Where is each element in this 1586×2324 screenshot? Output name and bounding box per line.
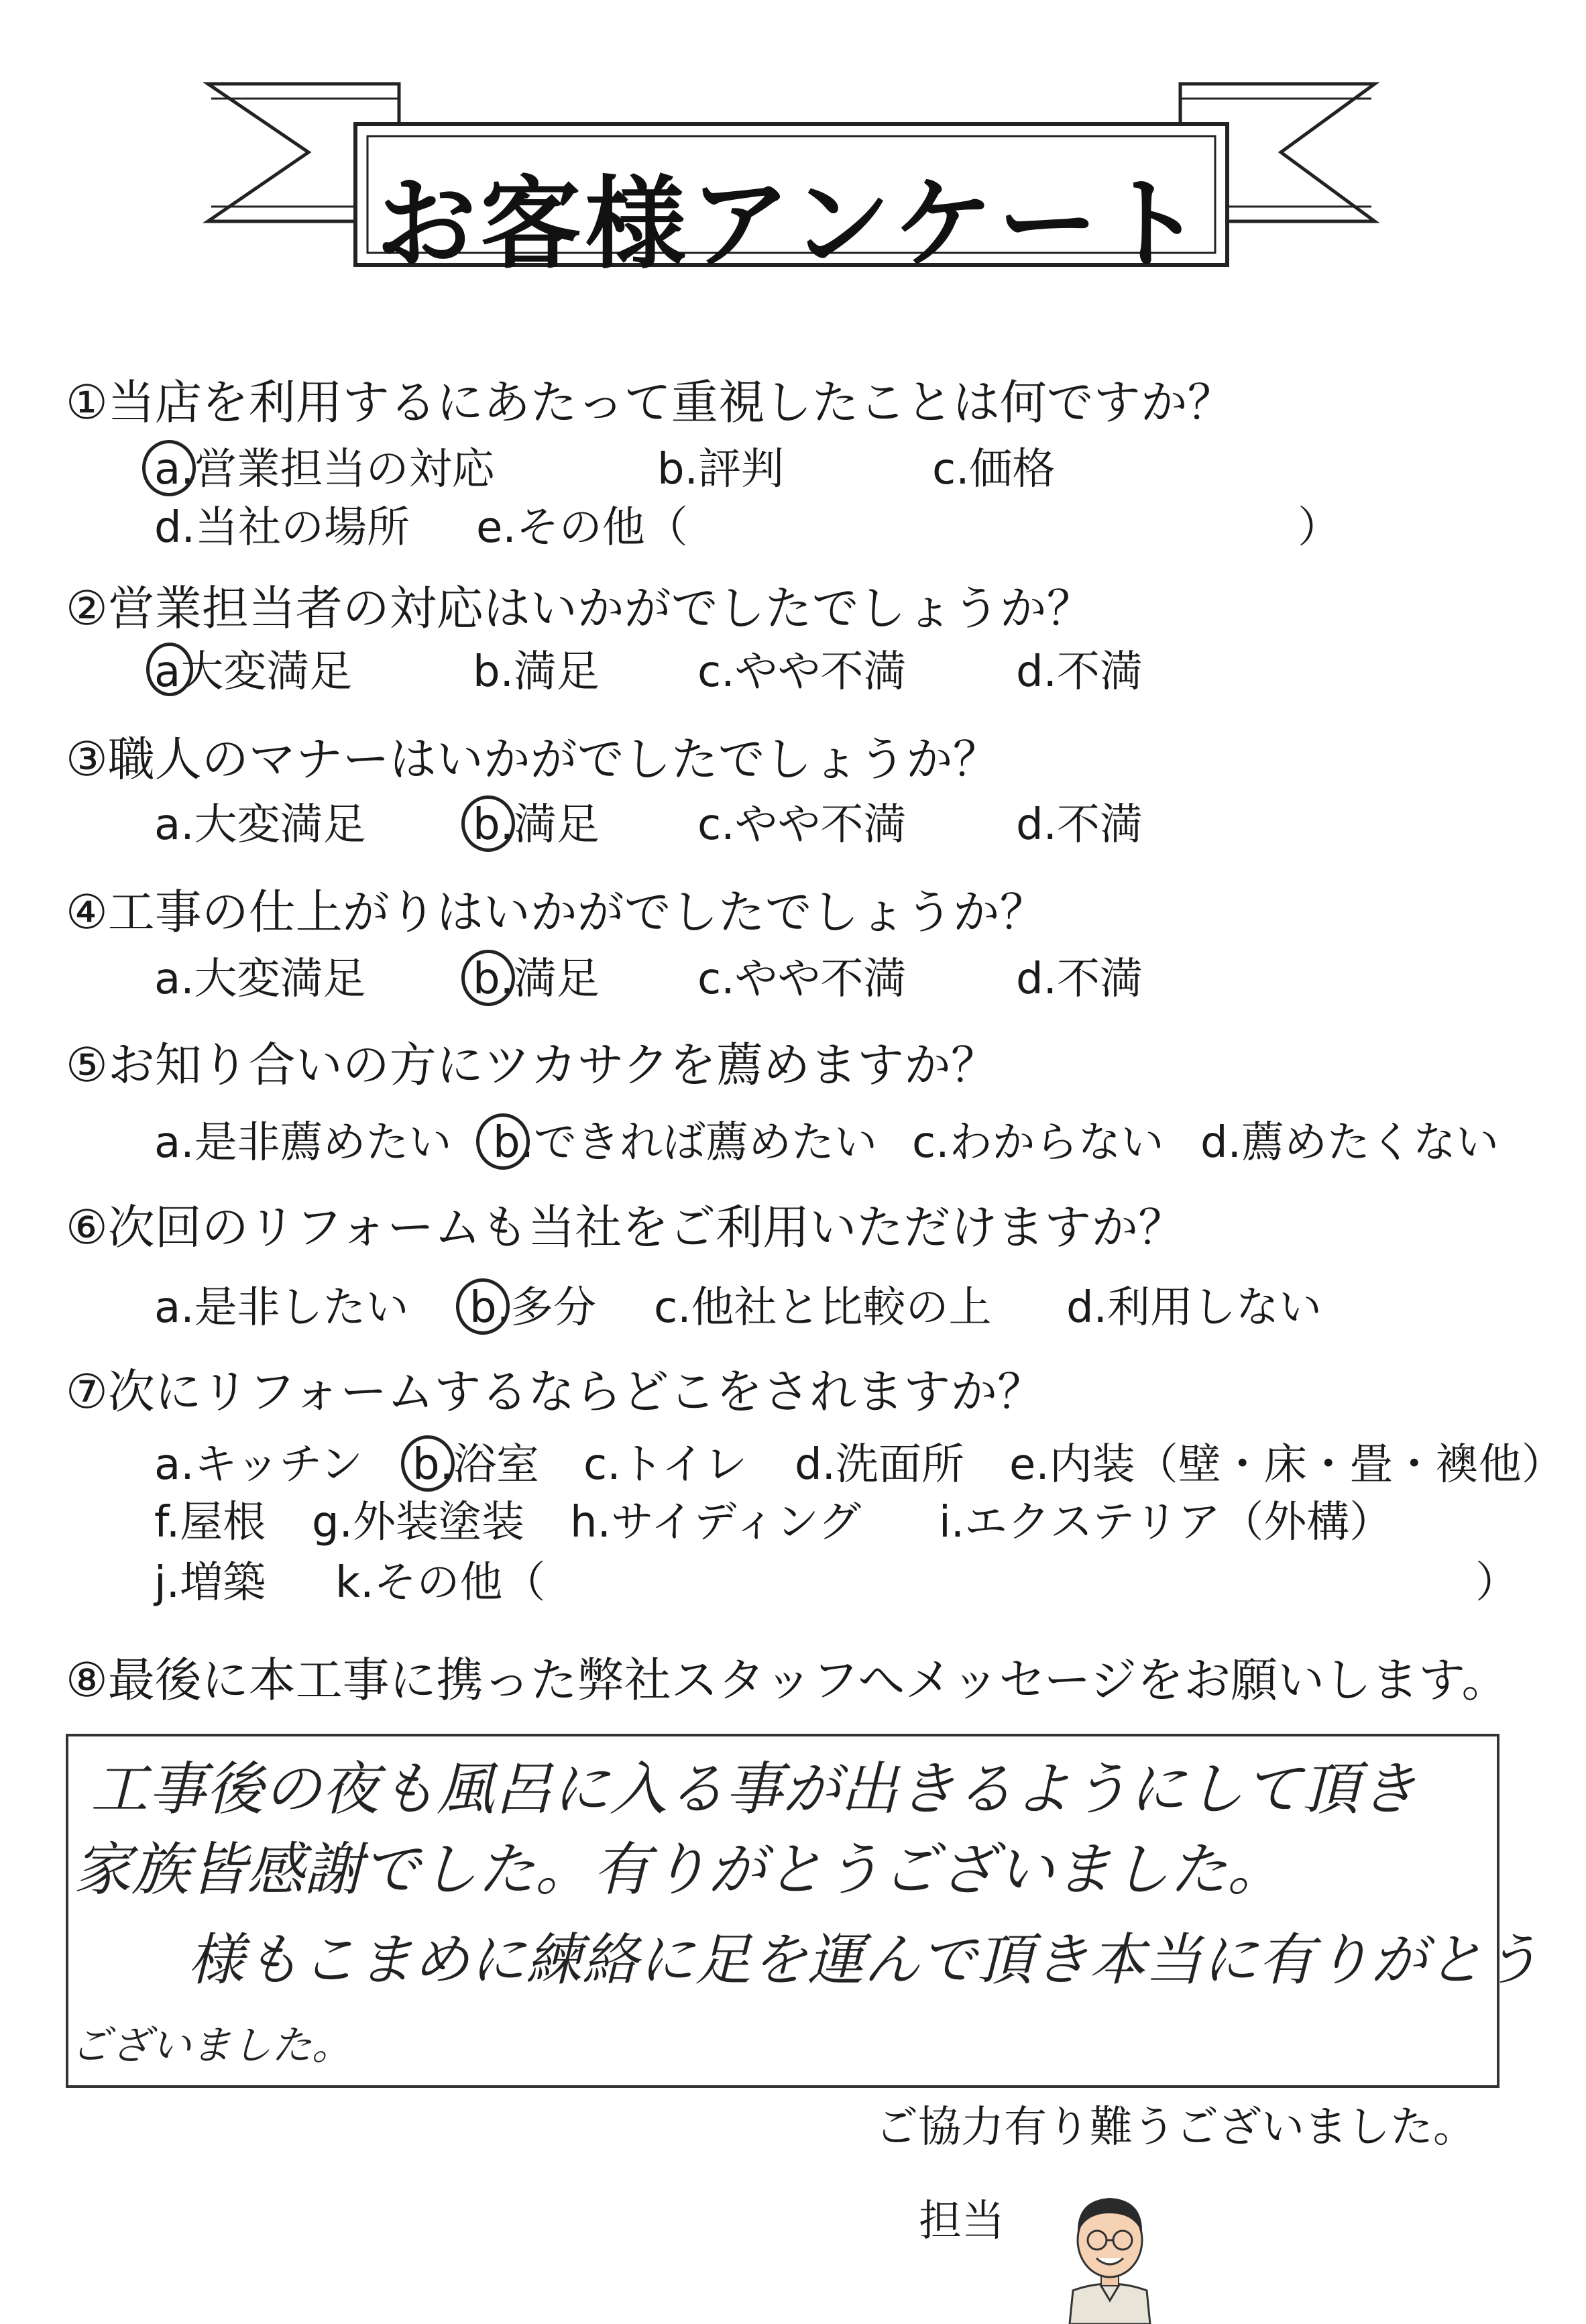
- q4-selected-circle: [461, 950, 515, 1006]
- q4-option-a: a.大変満足: [154, 954, 366, 1004]
- survey-title: お客様アンケート: [376, 166, 1207, 283]
- q1-option-e: e.その他（: [476, 503, 688, 553]
- staff-avatar: [1060, 2176, 1160, 2324]
- q1-option-e-close: ）: [1298, 503, 1341, 553]
- q2-option-a: a大変満足: [154, 647, 353, 697]
- q7-option-g: g.外装塗装: [312, 1498, 524, 1547]
- q5-option-c: c.わからない: [912, 1118, 1164, 1168]
- q2-option-b: b.満足: [473, 647, 600, 697]
- title-banner: [194, 64, 1388, 285]
- q7-option-k-close: ）: [1475, 1558, 1518, 1608]
- q2-option-d: d.不満: [1016, 647, 1143, 697]
- question-6: ⑥次回のリフォームも当社をご利用いただけますか？: [66, 1200, 1186, 1255]
- question-2: ②営業担当者の対応はいかがでしたでしょうか？: [66, 581, 1094, 636]
- q7-option-h: h.サイディング: [570, 1498, 862, 1547]
- q5-option-b: b.できれば薦めたい: [493, 1118, 877, 1168]
- q7-option-a: a.キッチン: [154, 1440, 363, 1490]
- q3-option-c: c.やや不満: [697, 800, 907, 850]
- q3-option-b: b.満足: [473, 800, 600, 850]
- q6-option-d: d.利用しない: [1066, 1283, 1322, 1333]
- q3-selected-circle: [461, 795, 515, 852]
- q6-option-c: c.他社と比較の上: [654, 1283, 992, 1333]
- q5-selected-circle: [476, 1113, 530, 1170]
- q1-option-c: c.価格: [932, 445, 1056, 494]
- q4-option-c: c.やや不満: [697, 954, 907, 1004]
- question-3: ③職人のマナーはいかがでしたでしょうか？: [66, 732, 1000, 787]
- message-line-1: 工事後の夜も風呂に入る事が出きるようにして頂き: [91, 1756, 1417, 1823]
- q1-selected-circle: [142, 440, 196, 496]
- q7-option-d: d.洗面所: [795, 1440, 964, 1490]
- q3-option-d: d.不満: [1016, 800, 1143, 850]
- q1-option-a: a.営業担当の対応: [154, 445, 495, 494]
- staff-label: 担当: [919, 2197, 1005, 2246]
- question-4: ④工事の仕上がりはいかがでしたでしょうか？: [66, 885, 1047, 940]
- q7-selected-circle: [401, 1435, 455, 1492]
- q7-option-e: e.内装（壁・床・畳・襖他）: [1009, 1440, 1565, 1490]
- q6-option-b: b.多分: [469, 1283, 596, 1333]
- q6-option-a: a.是非したい: [154, 1283, 409, 1333]
- q7-option-k: k.その他（: [335, 1558, 546, 1608]
- message-line-2: 家族皆感謝でした。有りがとうございました。: [74, 1836, 1285, 1903]
- message-line-3: 様もこまめに練絡に足を運んで頂き本当に有りがとう: [188, 1927, 1540, 1993]
- q3-option-a: a.大変満足: [154, 800, 366, 850]
- q7-option-b: b.浴室: [412, 1440, 539, 1490]
- q7-option-j: j.増築: [154, 1558, 266, 1608]
- q2-option-c: c.やや不満: [697, 647, 907, 697]
- q5-option-d: d.薦めたくない: [1200, 1118, 1499, 1168]
- q4-option-b: b.満足: [473, 954, 600, 1004]
- q2-selected-circle: [146, 643, 193, 696]
- q6-selected-circle: [456, 1278, 510, 1335]
- q1-option-b: b.評判: [657, 445, 784, 494]
- question-5: ⑤お知り合いの方にツカサクを薦めますか？: [66, 1038, 998, 1093]
- thanks-text: ご協力有り難うございました。: [875, 2103, 1476, 2152]
- q7-option-f: f.屋根: [154, 1498, 266, 1547]
- q7-option-c: c.トイレ: [583, 1440, 748, 1490]
- q5-option-a: a.是非薦めたい: [154, 1118, 452, 1168]
- message-line-4: ございました。: [70, 2022, 352, 2069]
- question-1: ①当店を利用するにあたって重視したことは何ですか？: [66, 375, 1235, 430]
- q4-option-d: d.不満: [1016, 954, 1143, 1004]
- question-7: ⑦次にリフォームするならどこをされますか？: [66, 1364, 1045, 1419]
- question-8: ⑧最後に本工事に携った弊社スタッフへメッセージをお願いします。: [66, 1653, 1509, 1708]
- q1-option-d: d.当社の場所: [154, 503, 410, 553]
- q7-option-i: i.エクステリア（外構）: [939, 1498, 1393, 1547]
